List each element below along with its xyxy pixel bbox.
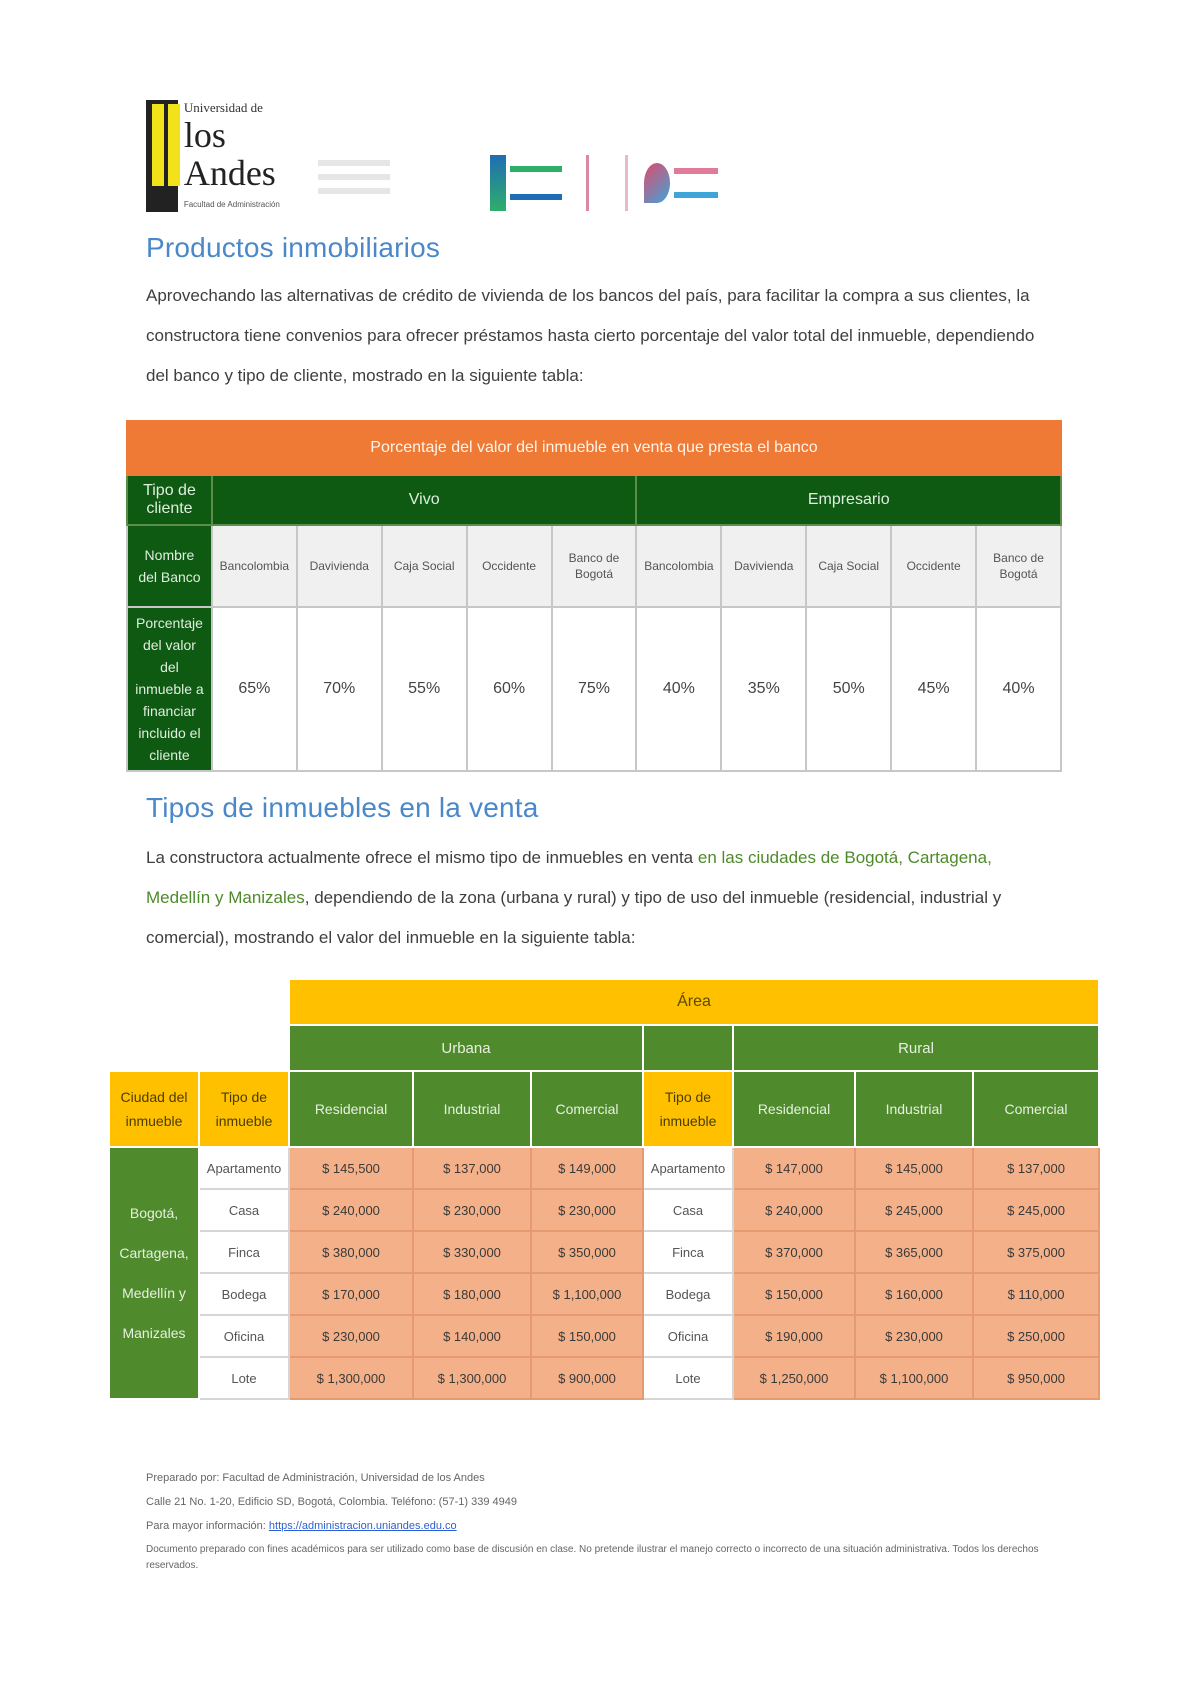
- table-row: [109, 1189, 1099, 1231]
- property-value-cell: $ 1,300,000: [289, 1357, 413, 1399]
- table-row: [109, 1273, 1099, 1315]
- property-value-cell: $ 230,000: [413, 1189, 531, 1231]
- property-type-column-header: Tipo de inmueble: [643, 1071, 733, 1147]
- property-value-cell: $ 170,000: [289, 1273, 413, 1315]
- client-type-label: Tipo de cliente: [127, 475, 212, 525]
- table-row: [109, 1231, 1099, 1273]
- section-title-products: Productos inmobiliarios: [146, 232, 441, 263]
- paragraph-highlight: en las ciudades de Bogotá, Cartagena, Medellín y Manizales: [146, 848, 992, 907]
- property-value-cell: $ 365,000: [855, 1231, 973, 1273]
- footer-line: Calle 21 No. 1-20, Edificio SD, Bogotá, Colombia. Teléfono: (57-1) 339 4949: [146, 1496, 517, 1508]
- property-value-cell: $ 147,000: [733, 1147, 855, 1189]
- property-type-cell: Apartamento: [643, 1147, 733, 1189]
- property-value-cell: $ 137,000: [413, 1147, 531, 1189]
- property-type-cell: Casa: [199, 1189, 289, 1231]
- partner-logo-3: [644, 152, 718, 214]
- bank-name-cell: Banco de Bogotá: [552, 525, 637, 607]
- property-type-cell: Oficina: [643, 1315, 733, 1357]
- area-header: Área: [289, 979, 1099, 1025]
- financing-percent-cell: 55%: [382, 607, 467, 771]
- faculty-logo: [318, 160, 390, 208]
- use-type-header: Residencial: [733, 1071, 855, 1147]
- property-value-cell: $ 240,000: [733, 1189, 855, 1231]
- property-value-cell: $ 110,000: [973, 1273, 1099, 1315]
- property-value-cell: $ 145,500: [289, 1147, 413, 1189]
- property-value-cell: $ 190,000: [733, 1315, 855, 1357]
- property-value-cell: $ 1,250,000: [733, 1357, 855, 1399]
- property-value-cell: $ 180,000: [413, 1273, 531, 1315]
- table1-title: Porcentaje del valor del inmueble en venta que presta el banco: [127, 421, 1061, 475]
- use-type-header: Comercial: [531, 1071, 643, 1147]
- partner-logo-1: [490, 152, 562, 214]
- property-value-rows: [109, 1147, 1099, 1399]
- bank-name-cell: Davivienda: [721, 525, 806, 607]
- header-logos: [146, 100, 746, 218]
- property-value-cell: $ 900,000: [531, 1357, 643, 1399]
- property-value-cell: $ 1,300,000: [413, 1357, 531, 1399]
- property-value-cell: $ 250,000: [973, 1315, 1099, 1357]
- spacer-header: [643, 1025, 733, 1071]
- bank-name-cell: Davivienda: [297, 525, 382, 607]
- university-logo: [146, 100, 296, 212]
- property-value-cell: $ 1,100,000: [531, 1273, 643, 1315]
- section-paragraph-products: Aprovechando las alternativas de crédito de vivienda de los bancos del país, para facilitar la compra a sus clientes, la constructora tiene convenios para ofrecer préstamos hasta cierto porcentaje del valor total del inmueble, dependiendo del banco y tipo de cliente, mostrado en la siguiente tabla:: [146, 286, 1035, 385]
- property-value-cell: $ 230,000: [855, 1315, 973, 1357]
- bank-financing-table: [126, 420, 1062, 772]
- rural-header: Rural: [733, 1025, 1099, 1071]
- bank-name-cell: Bancolombia: [212, 525, 297, 607]
- bank-name-cell: Caja Social: [382, 525, 467, 607]
- table-row: [109, 1357, 1099, 1399]
- property-value-cell: $ 380,000: [289, 1231, 413, 1273]
- bank-name-cell: Occidente: [467, 525, 552, 607]
- table-row: [109, 1147, 1099, 1189]
- financing-percent-cell: 50%: [806, 607, 891, 771]
- bank-name-label: Nombre del Banco: [127, 525, 212, 607]
- footer-line: Preparado por: Facultad de Administración, Universidad de los Andes: [146, 1472, 485, 1484]
- property-value-cell: $ 140,000: [413, 1315, 531, 1357]
- bank-name-cell: Caja Social: [806, 525, 891, 607]
- bank-name-cell: Occidente: [891, 525, 976, 607]
- property-type-column-header: Tipo de inmueble: [199, 1071, 289, 1147]
- university-emblem-icon: [146, 100, 178, 212]
- university-subtitle: Facultad de Administración: [183, 200, 280, 209]
- property-type-cell: Oficina: [199, 1315, 289, 1357]
- property-value-cell: $ 350,000: [531, 1231, 643, 1273]
- blank-cell: [109, 1025, 289, 1071]
- use-type-header: Comercial: [973, 1071, 1099, 1147]
- bank-name-cell: Banco de Bogotá: [976, 525, 1061, 607]
- region-label: Bogotá, Cartagena, Medellín y Manizales: [109, 1147, 199, 1399]
- property-value-cell: $ 137,000: [973, 1147, 1099, 1189]
- university-name-small: Universidad de: [183, 100, 263, 115]
- property-type-cell: Casa: [643, 1189, 733, 1231]
- property-value-cell: $ 160,000: [855, 1273, 973, 1315]
- university-name-big: los Andes: [183, 115, 276, 193]
- property-value-table: [108, 978, 1100, 1400]
- property-type-cell: Bodega: [643, 1273, 733, 1315]
- property-value-table-wrap: [108, 978, 1098, 1412]
- use-type-header: Industrial: [855, 1071, 973, 1147]
- footer-disclaimer: Documento preparado con fines académicos para ser utilizado como base de discusión en clase. No pretende ilustrar el manejo correcto o incorrecto de una situación administrativa. Todos los derechos reservados.: [146, 1544, 1039, 1571]
- section-title-property-types: Tipos de inmuebles en la venta: [146, 792, 539, 823]
- property-value-cell: $ 245,000: [973, 1189, 1099, 1231]
- financing-percent-cell: 35%: [721, 607, 806, 771]
- property-value-cell: $ 330,000: [413, 1231, 531, 1273]
- property-value-cell: $ 950,000: [973, 1357, 1099, 1399]
- section-paragraph-property-types: [146, 838, 1042, 958]
- financing-percent-cell: 40%: [636, 607, 721, 771]
- property-type-cell: Finca: [199, 1231, 289, 1273]
- financing-percent-cell: 65%: [212, 607, 297, 771]
- property-value-cell: $ 145,000: [855, 1147, 973, 1189]
- property-type-cell: Finca: [643, 1231, 733, 1273]
- footer-link-prefix: Para mayor información:: [146, 1520, 269, 1532]
- financing-percent-cell: 60%: [467, 607, 552, 771]
- use-type-header: Residencial: [289, 1071, 413, 1147]
- property-type-cell: Lote: [199, 1357, 289, 1399]
- region-column-header: Ciudad del inmueble: [109, 1071, 199, 1147]
- use-type-header: Industrial: [413, 1071, 531, 1147]
- table-row: [109, 1315, 1099, 1357]
- client-group-b: Empresario: [636, 475, 1061, 525]
- property-type-cell: Lote: [643, 1357, 733, 1399]
- paragraph-text: La constructora actualmente ofrece el mismo tipo de inmuebles en venta: [146, 848, 698, 867]
- financing-percent-cell: 40%: [976, 607, 1061, 771]
- property-type-cell: Bodega: [199, 1273, 289, 1315]
- property-value-cell: $ 1,100,000: [855, 1357, 973, 1399]
- paragraph-text: , dependiendo de la zona (urbana y rural) y tipo de uso del inmueble (residencial, industrial y comercial), mostrando el valor del inmueble en la siguiente tabla:: [146, 888, 1002, 947]
- financing-percent-cell: 75%: [552, 607, 637, 771]
- footer: [146, 1466, 1046, 1574]
- property-value-cell: $ 149,000: [531, 1147, 643, 1189]
- blank-cell: [109, 979, 289, 1025]
- urban-header: Urbana: [289, 1025, 643, 1071]
- property-value-cell: $ 375,000: [973, 1231, 1099, 1273]
- financing-percent-cell: 70%: [297, 607, 382, 771]
- property-value-cell: $ 240,000: [289, 1189, 413, 1231]
- property-value-cell: $ 245,000: [855, 1189, 973, 1231]
- client-group-a: Vivo: [212, 475, 637, 525]
- bank-name-cell: Bancolombia: [636, 525, 721, 607]
- property-value-cell: $ 150,000: [531, 1315, 643, 1357]
- footer-line: [146, 1514, 1046, 1538]
- property-value-cell: $ 150,000: [733, 1273, 855, 1315]
- property-value-cell: $ 230,000: [531, 1189, 643, 1231]
- footer-link[interactable]: https://administracion.uniandes.edu.co: [268, 1520, 457, 1532]
- partner-logo-2: [586, 152, 628, 214]
- financing-percent-label: Porcentaje del valor del inmueble a financiar incluido el cliente: [127, 607, 212, 771]
- property-value-cell: $ 370,000: [733, 1231, 855, 1273]
- property-value-cell: $ 230,000: [289, 1315, 413, 1357]
- financing-percent-cell: 45%: [891, 607, 976, 771]
- property-type-cell: Apartamento: [199, 1147, 289, 1189]
